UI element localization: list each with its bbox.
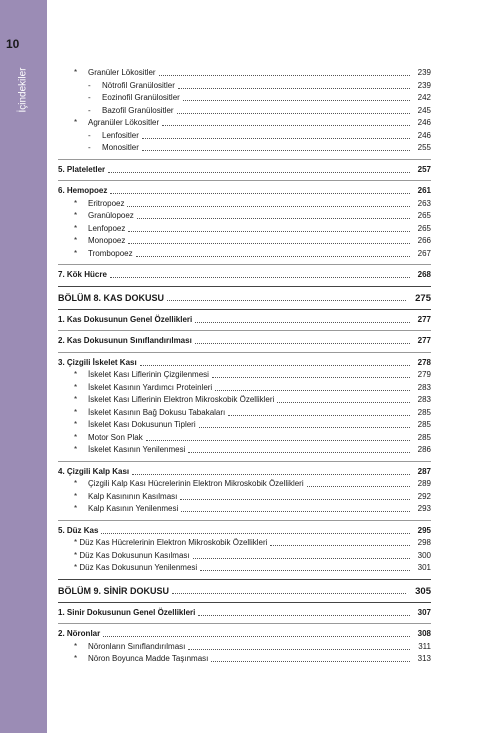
page-ref: 313 bbox=[417, 654, 431, 663]
bullet-asterisk: * bbox=[74, 420, 78, 429]
page-ref: 239 bbox=[417, 80, 431, 90]
toc-entry[interactable] bbox=[58, 478, 431, 491]
dot-leader bbox=[162, 124, 410, 126]
bullet-asterisk: * bbox=[74, 198, 78, 208]
page-ref: 246 bbox=[417, 130, 431, 140]
dot-leader bbox=[146, 439, 410, 441]
entry-title: Nöron Boyunca Madde Taşınması bbox=[88, 654, 209, 663]
page-ref: 275 bbox=[415, 292, 431, 304]
toc-entry[interactable] bbox=[58, 503, 431, 516]
entry-title: 5. Plateletler bbox=[58, 164, 106, 174]
dot-leader bbox=[277, 401, 410, 403]
entry-title: İskelet Kası Liflerinin Çizgilenmesi bbox=[88, 370, 209, 379]
dot-leader bbox=[195, 321, 410, 323]
page-ref: 277 bbox=[417, 314, 431, 324]
entry-title: İskelet Kasının Yardımcı Proteinleri bbox=[88, 382, 213, 392]
entry-title: Lenfositler bbox=[102, 130, 139, 140]
page-ref: 268 bbox=[417, 270, 431, 279]
dot-leader bbox=[172, 592, 406, 594]
toc-entry[interactable] bbox=[58, 562, 431, 575]
dot-leader bbox=[108, 171, 410, 173]
section-divider bbox=[58, 352, 431, 353]
entry-title: İskelet Kasının Yenilenmesi bbox=[88, 445, 186, 454]
entry-title: Lenfopoez bbox=[88, 223, 126, 233]
dot-leader bbox=[127, 205, 410, 207]
toc-entry[interactable] bbox=[58, 117, 431, 130]
table-of-contents bbox=[58, 67, 431, 666]
toc-entry[interactable] bbox=[58, 80, 431, 93]
page-ref: 295 bbox=[417, 525, 431, 535]
dot-leader bbox=[136, 255, 410, 257]
entry-title: 2. Nöronlar bbox=[58, 629, 101, 638]
dot-leader bbox=[103, 635, 410, 637]
bullet-asterisk: * bbox=[74, 223, 78, 233]
page-ref: 283 bbox=[417, 395, 431, 404]
dot-leader bbox=[193, 557, 410, 559]
entry-title: Nötrofil Granülositler bbox=[102, 80, 175, 90]
entry-title: * Düz Kas Dokusunun Kasılması bbox=[74, 550, 190, 560]
page-ref: 292 bbox=[417, 491, 431, 501]
chapter-heading[interactable] bbox=[58, 584, 431, 598]
dot-leader bbox=[195, 342, 410, 344]
bullet-asterisk: * bbox=[74, 211, 78, 220]
toc-entry[interactable] bbox=[58, 235, 431, 248]
chapter-title: BÖLÜM 9. SİNİR DOKUSU bbox=[58, 585, 170, 596]
entry-title: 3. Çizgili İskelet Kası bbox=[58, 357, 137, 367]
dot-leader bbox=[181, 510, 410, 512]
bullet-asterisk: * bbox=[74, 491, 78, 501]
bullet-asterisk: * bbox=[74, 641, 78, 651]
entry-title: Nöronların Sınıflandırılması bbox=[88, 641, 186, 651]
bullet-asterisk: * bbox=[74, 407, 78, 417]
toc-entry[interactable] bbox=[58, 382, 431, 395]
toc-entry[interactable] bbox=[58, 432, 431, 445]
entry-title: Monositler bbox=[102, 143, 139, 152]
page-ref: 277 bbox=[417, 336, 431, 345]
entry-title: 2. Kas Dokusunun Sınıflandırılması bbox=[58, 336, 192, 345]
dot-leader bbox=[200, 569, 410, 571]
dot-leader bbox=[188, 648, 410, 650]
toc-entry[interactable] bbox=[58, 653, 431, 666]
entry-title: * Düz Kas Dokusunun Yenilenmesi bbox=[74, 563, 198, 572]
bullet-asterisk: * bbox=[74, 248, 78, 258]
section-divider bbox=[58, 159, 431, 160]
dot-leader bbox=[198, 614, 410, 616]
dot-leader bbox=[137, 217, 410, 219]
toc-section-entry[interactable] bbox=[58, 335, 431, 348]
section-divider bbox=[58, 579, 431, 580]
bullet-dash: - bbox=[88, 130, 91, 140]
dot-leader bbox=[128, 242, 410, 244]
dot-leader bbox=[110, 192, 410, 194]
page-ref: 283 bbox=[417, 382, 431, 392]
page-ref: 298 bbox=[417, 538, 431, 547]
bullet-asterisk: * bbox=[74, 382, 78, 392]
page-ref: 266 bbox=[417, 236, 431, 245]
toc-entry[interactable] bbox=[58, 130, 431, 143]
toc-entry[interactable] bbox=[58, 248, 431, 261]
page-ref: 267 bbox=[417, 248, 431, 258]
toc-entry[interactable] bbox=[58, 444, 431, 457]
chapter-heading[interactable] bbox=[58, 291, 431, 305]
entry-title: 7. Kök Hücre bbox=[58, 270, 107, 279]
entry-title: Çizgili Kalp Kası Hücrelerinin Elektron Mikroskobik Özellikleri bbox=[88, 479, 304, 488]
page-ref: 263 bbox=[417, 198, 431, 208]
toc-entry[interactable] bbox=[58, 394, 431, 407]
toc-entry[interactable] bbox=[58, 369, 431, 382]
page-ref: 286 bbox=[417, 445, 431, 454]
page-ref: 242 bbox=[417, 93, 431, 102]
toc-section-entry[interactable] bbox=[58, 314, 431, 327]
dot-leader bbox=[140, 364, 410, 366]
entry-title: Eozinofil Granülositler bbox=[102, 93, 180, 102]
section-divider bbox=[58, 330, 431, 331]
entry-title: Granülopoez bbox=[88, 211, 134, 220]
section-divider bbox=[58, 264, 431, 265]
dot-leader bbox=[188, 451, 410, 453]
bullet-asterisk: * bbox=[74, 236, 78, 245]
toc-section-entry[interactable] bbox=[58, 607, 431, 620]
bullet-asterisk: * bbox=[74, 395, 78, 404]
dot-leader bbox=[142, 137, 410, 139]
toc-entry[interactable] bbox=[58, 550, 431, 563]
page-ref: 265 bbox=[417, 223, 431, 233]
bullet-asterisk: * bbox=[74, 479, 78, 488]
dot-leader bbox=[128, 230, 410, 232]
toc-section-entry[interactable] bbox=[58, 628, 431, 641]
toc-entry[interactable] bbox=[58, 491, 431, 504]
toc-entry[interactable] bbox=[58, 105, 431, 118]
entry-title: Kalp Kasının Yenilenmesi bbox=[88, 504, 179, 513]
toc-entry[interactable] bbox=[58, 537, 431, 550]
bullet-asterisk: * bbox=[74, 118, 78, 127]
entry-title: Trombopoez bbox=[88, 248, 133, 258]
bullet-asterisk: * bbox=[74, 68, 78, 77]
page-ref: 279 bbox=[417, 370, 431, 379]
dot-leader bbox=[211, 660, 410, 662]
section-divider bbox=[58, 602, 431, 603]
toc-section-entry[interactable] bbox=[58, 525, 431, 538]
page-number: 10 bbox=[6, 37, 20, 51]
page-ref: 257 bbox=[417, 164, 431, 174]
toc-section-entry[interactable] bbox=[58, 185, 431, 198]
bullet-asterisk: * bbox=[74, 370, 78, 379]
entry-title: Agranüler Lökositler bbox=[88, 118, 160, 127]
page-ref: 287 bbox=[417, 466, 431, 476]
page-ref: 285 bbox=[417, 407, 431, 417]
toc-entry[interactable] bbox=[58, 641, 431, 654]
page-ref: 265 bbox=[417, 211, 431, 220]
chapter-title: BÖLÜM 8. KAS DOKUSU bbox=[58, 292, 165, 303]
page-ref: 239 bbox=[417, 68, 431, 77]
toc-entry[interactable] bbox=[58, 67, 431, 80]
dot-leader bbox=[270, 544, 410, 546]
section-divider bbox=[58, 461, 431, 462]
bullet-asterisk: * bbox=[74, 445, 78, 454]
entry-title: İskelet Kası Liflerinin Elektron Mikroskobik Özellikleri bbox=[88, 395, 275, 404]
bullet-dash: - bbox=[88, 143, 91, 152]
page-ref: 301 bbox=[417, 563, 431, 572]
toc-entry[interactable] bbox=[58, 142, 431, 155]
entry-title: Monopoez bbox=[88, 236, 126, 245]
bullet-dash: - bbox=[88, 105, 91, 115]
section-divider bbox=[58, 286, 431, 287]
page-ref: 285 bbox=[417, 432, 431, 442]
page-ref: 285 bbox=[417, 420, 431, 429]
page-ref: 307 bbox=[417, 607, 431, 617]
dot-leader bbox=[199, 426, 410, 428]
page-ref: 245 bbox=[417, 105, 431, 115]
dot-leader bbox=[159, 74, 410, 76]
entry-title: İskelet Kası Dokusunun Tipleri bbox=[88, 420, 196, 429]
page-ref: 278 bbox=[417, 357, 431, 367]
page-ref: 293 bbox=[417, 504, 431, 513]
page-ref: 246 bbox=[417, 118, 431, 127]
entry-title: 4. Çizgili Kalp Kası bbox=[58, 466, 130, 476]
entry-title: Granüler Lökositler bbox=[88, 68, 156, 77]
dot-leader bbox=[177, 112, 410, 114]
section-divider bbox=[58, 520, 431, 521]
dot-leader bbox=[142, 149, 410, 151]
bullet-asterisk: * bbox=[74, 432, 78, 442]
page-ref: 305 bbox=[415, 585, 431, 597]
toc-section-entry[interactable] bbox=[58, 269, 431, 282]
sidebar-band bbox=[0, 0, 47, 733]
entry-title: 1. Sinir Dokusunun Genel Özellikleri bbox=[58, 607, 196, 617]
dot-leader bbox=[167, 299, 406, 301]
page-ref: 261 bbox=[417, 186, 431, 195]
bullet-dash: - bbox=[88, 80, 91, 90]
sidebar-label: İçindekiler bbox=[17, 67, 29, 113]
section-divider bbox=[58, 180, 431, 181]
page-ref: 255 bbox=[417, 143, 431, 152]
dot-leader bbox=[132, 473, 410, 475]
toc-entry[interactable] bbox=[58, 419, 431, 432]
entry-title: 5. Düz Kas bbox=[58, 525, 99, 535]
section-divider bbox=[58, 623, 431, 624]
dot-leader bbox=[228, 414, 410, 416]
dot-leader bbox=[180, 498, 410, 500]
entry-title: İskelet Kasının Bağ Dokusu Tabakaları bbox=[88, 407, 226, 417]
entry-title: 1. Kas Dokusunun Genel Özellikleri bbox=[58, 314, 193, 324]
toc-entry[interactable] bbox=[58, 223, 431, 236]
bullet-asterisk: * bbox=[74, 654, 78, 663]
dot-leader bbox=[307, 485, 410, 487]
page-ref: 308 bbox=[417, 629, 431, 638]
entry-title: 6. Hemopoez bbox=[58, 186, 108, 195]
toc-entry[interactable] bbox=[58, 198, 431, 211]
entry-title: Bazofil Granülositler bbox=[102, 105, 174, 115]
dot-leader bbox=[212, 376, 410, 378]
toc-entry[interactable] bbox=[58, 92, 431, 105]
section-divider bbox=[58, 309, 431, 310]
bullet-asterisk: * bbox=[74, 504, 78, 513]
toc-section-entry[interactable] bbox=[58, 466, 431, 479]
toc-section-entry[interactable] bbox=[58, 357, 431, 370]
dot-leader bbox=[215, 389, 410, 391]
entry-title: Kalp Kasınının Kasılması bbox=[88, 491, 178, 501]
page-ref: 289 bbox=[417, 479, 431, 488]
page-ref: 311 bbox=[418, 641, 431, 651]
dot-leader bbox=[183, 99, 410, 101]
dot-leader bbox=[101, 532, 410, 534]
entry-title: Eritropoez bbox=[88, 198, 125, 208]
dot-leader bbox=[110, 276, 410, 278]
entry-title: Motor Son Plak bbox=[88, 432, 143, 442]
toc-section-entry[interactable] bbox=[58, 164, 431, 177]
toc-entry[interactable] bbox=[58, 210, 431, 223]
bullet-dash: - bbox=[88, 93, 91, 102]
page-ref: 300 bbox=[417, 550, 431, 560]
toc-entry[interactable] bbox=[58, 407, 431, 420]
dot-leader bbox=[178, 87, 410, 89]
entry-title: * Düz Kas Hücrelerinin Elektron Mikroskobik Özellikleri bbox=[74, 538, 268, 547]
